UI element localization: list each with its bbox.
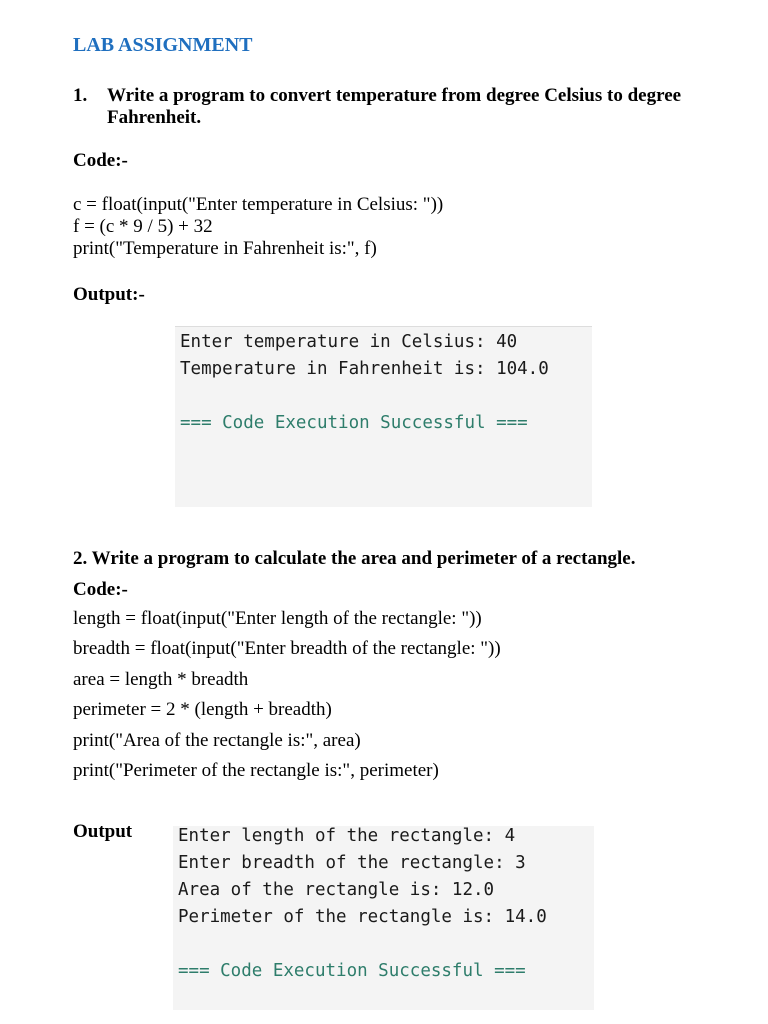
page-title: LAB ASSIGNMENT [73,34,253,56]
q1-output-console [175,326,592,507]
q2-output-label: Output [73,821,133,842]
q2-code-line-2: breadth = float(input("Enter breadth of the rectangle: ")) [73,638,501,659]
q2-code-label: Code:- [73,579,128,600]
q2-code-line-5: print("Area of the rectangle is:", area) [73,730,361,751]
q1-output-line-1: Enter temperature in Celsius: 40 [180,332,518,352]
q1-code-label: Code:- [73,150,128,171]
q1-code-line-1: c = float(input("Enter temperature in Celsius: ")) [73,194,444,215]
q1-success-message: === Code Execution Successful === [180,413,528,433]
question-1-text: Write a program to convert temperature from degree Celsius to degree Fahrenheit. [107,85,682,128]
q1-code-line-3: print("Temperature in Fahrenheit is:", f) [73,238,377,259]
q2-code-line-6: print("Perimeter of the rectangle is:", perimeter) [73,760,439,781]
q2-output-line-4: Perimeter of the rectangle is: 14.0 [178,907,547,927]
q2-code-line-3: area = length * breadth [73,669,249,690]
q2-success-message: === Code Execution Successful === [178,961,526,981]
question-2-heading: 2. Write a program to calculate the area and perimeter of a rectangle. [73,548,636,569]
q1-code-line-2: f = (c * 9 / 5) + 32 [73,216,213,237]
q2-output-console [173,826,594,1010]
q1-output-label: Output:- [73,284,145,305]
q2-output-line-1: Enter length of the rectangle: 4 [178,826,516,846]
question-1-number: 1. [73,85,88,106]
q2-output-line-3: Area of the rectangle is: 12.0 [178,880,495,900]
q2-output-line-2: Enter breadth of the rectangle: 3 [178,853,526,873]
q2-code-line-1: length = float(input("Enter length of the rectangle: ")) [73,608,482,629]
q2-code-line-4: perimeter = 2 * (length + breadth) [73,699,332,720]
q1-output-line-2: Temperature in Fahrenheit is: 104.0 [180,359,549,379]
